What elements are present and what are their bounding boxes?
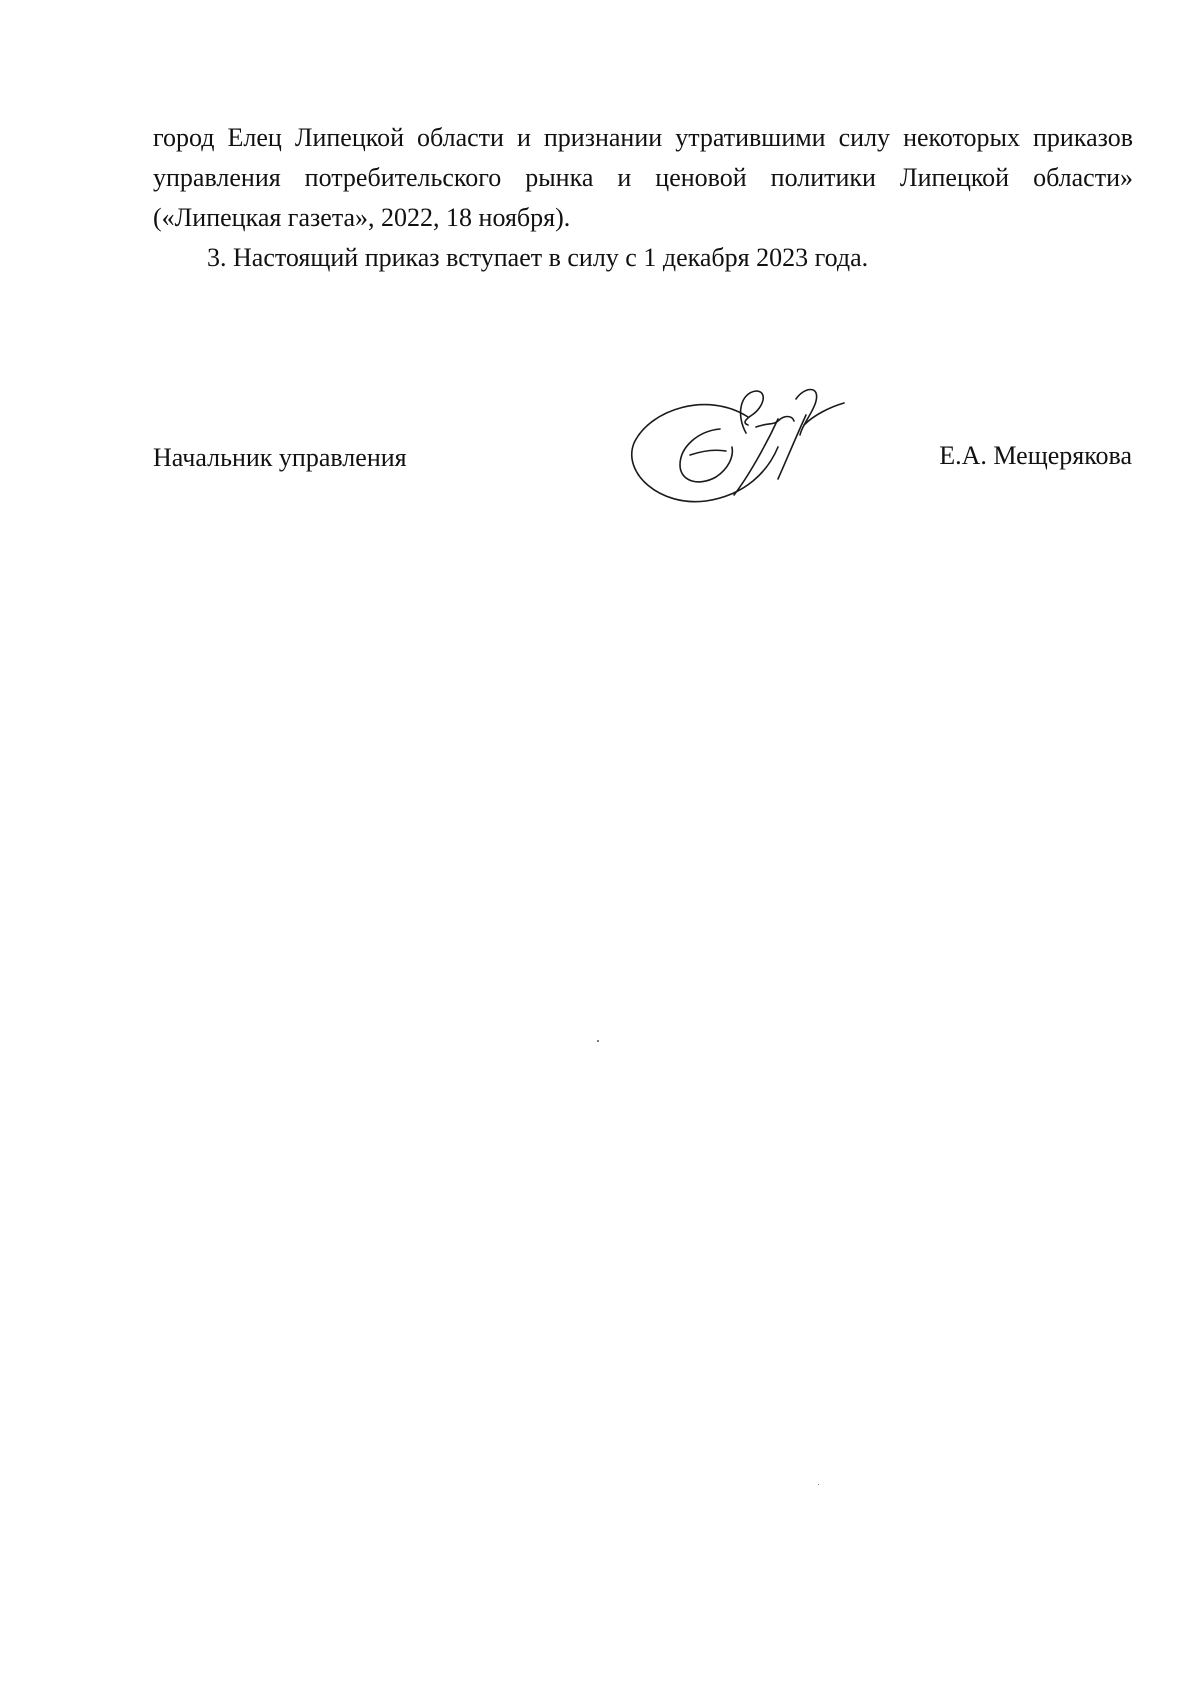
signatory-position: Начальник управления: [153, 443, 407, 472]
paragraph-continuation: город Елец Липецкой области и признании утратившими силу некоторых приказов управления потребительского рынка и ценовой политики Липецкой области» («Липецкая газета», 2022, 18 ноября).: [153, 123, 1133, 232]
signatory-name: Е.А. Мещерякова: [939, 441, 1132, 470]
document-body: [153, 118, 1133, 278]
scan-speck: [818, 1484, 819, 1485]
handwritten-signature: [628, 385, 868, 515]
scan-speck: [597, 1040, 599, 1042]
paragraph-item-3: 3. Настоящий приказ вступает в силу с 1 декабря 2023 года.: [207, 243, 869, 272]
